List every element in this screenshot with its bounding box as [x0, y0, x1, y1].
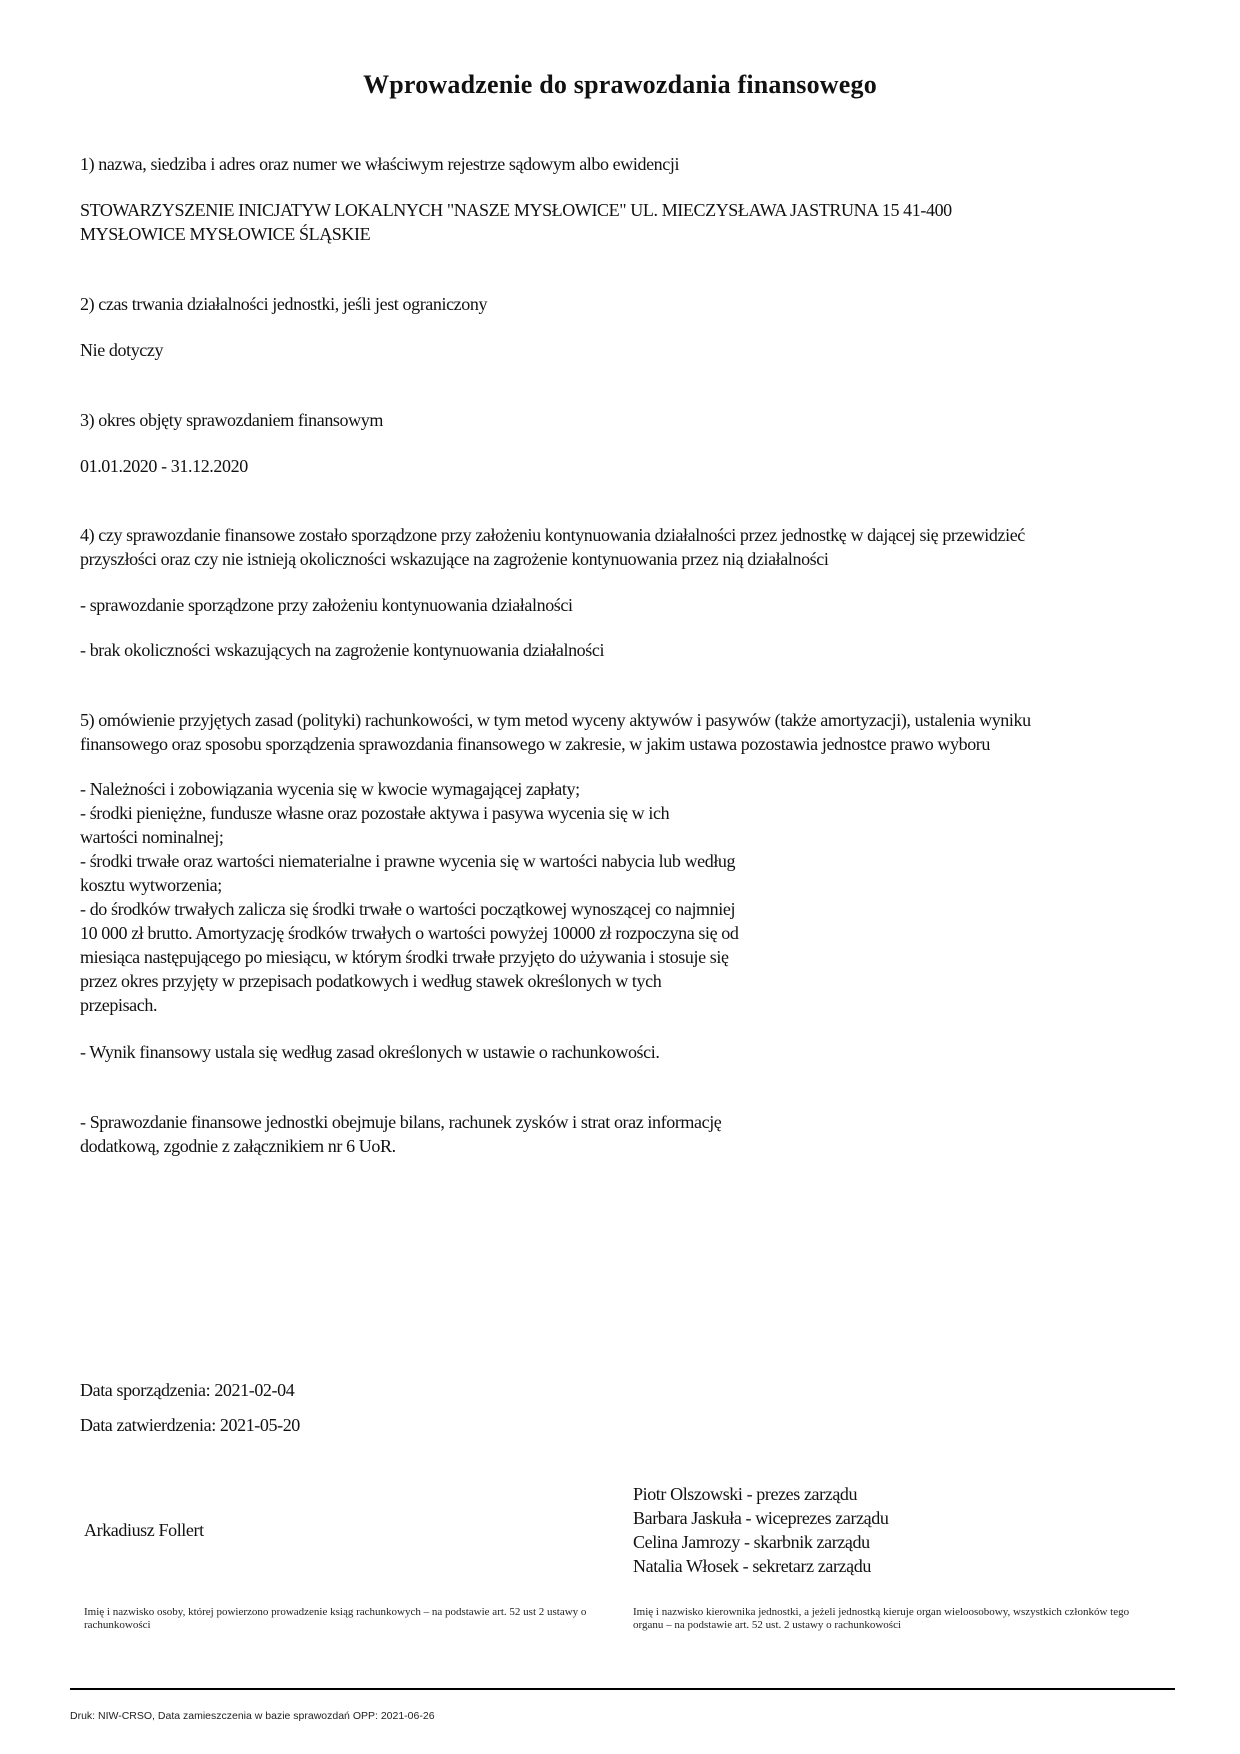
section-4-item-1: - sprawozdanie sporządzone przy założeniu kontynuowania działalności [80, 595, 573, 615]
policy-line: przez okres przyjęty w przepisach podatkowych i według stawek określonych w tych [80, 971, 662, 991]
reporting-period: 01.01.2020 - 31.12.2020 [80, 456, 248, 476]
policy-line: - środki pieniężne, fundusze własne oraz pozostałe aktywa i pasywa wycenia się w ich [80, 803, 670, 823]
section-2-value: Nie dotyczy [80, 340, 164, 360]
section-2-heading: 2) czas trwania działalności jednostki, jeśli jest ograniczony [80, 294, 488, 314]
accountant-name: Arkadiusz Follert [84, 1520, 204, 1540]
financial-result-line: - Wynik finansowy ustala się według zasad określonych w ustawie o rachunkowości. [80, 1042, 660, 1062]
date-prepared: Data sporządzenia: 2021-02-04 [80, 1380, 295, 1400]
print-footer: Druk: NIW-CRSO, Data zamieszczenia w bazie sprawozdań OPP: 2021-06-26 [70, 1710, 435, 1722]
policy-line: 10 000 zł brutto. Amortyzację środków trwałych o wartości powyżej 10000 zł rozpoczyna się od [80, 923, 739, 943]
section-5-heading-line-2: finansowego oraz sposobu sporządzenia sprawozdania finansowego w zakresie, w jakim ustawa pozostawia jednostce prawo wyboru [80, 734, 990, 754]
section-5-heading-line-1: 5) omówienie przyjętych zasad (polityki) rachunkowości, w tym metod wyceny aktywów i pasywów (także amortyzacji), ustalenia wyniku [80, 710, 1031, 730]
section-4-heading-line-2: przyszłości oraz czy nie istnieją okoliczności wskazujące na zagrożenie kontynuowania przez nią działalności [80, 549, 829, 569]
entity-name-line-1: STOWARZYSZENIE INICJATYW LOKALNYCH "NASZE MYSŁOWICE" UL. MIECZYSŁAWA JASTRUNA 15 41-400 [80, 200, 952, 220]
page-title: Wprowadzenie do sprawozdania finansowego [363, 70, 877, 99]
date-approved: Data zatwierdzenia: 2021-05-20 [80, 1415, 300, 1435]
accountant-note: Imię i nazwisko osoby, której powierzono prowadzenie ksiąg rachunkowych – na podstawie art. 52 ust 2 ustawy o rachunkowości [84, 1606, 587, 1631]
section-1-heading: 1) nazwa, siedziba i adres oraz numer we właściwym rejestrze sądowym albo ewidencji [80, 154, 680, 174]
board-member: Natalia Włosek - sekretarz zarządu [633, 1556, 871, 1576]
policy-line: wartości nominalnej; [80, 827, 224, 847]
board-member: Piotr Olszowski - prezes zarządu [633, 1484, 858, 1504]
policy-line: przepisach. [80, 995, 158, 1015]
board-note: Imię i nazwisko kierownika jednostki, a jeżeli jednostką kieruje organ wieloosobowy, wszystkich członków tego organu – na podstawie art. 52 ust. 2 ustawy o rachunkowości [633, 1606, 1130, 1631]
policy-line: - środki trwałe oraz wartości niematerialne i prawne wycenia się w wartości nabycia lub według [80, 851, 736, 871]
section-4-item-2: - brak okoliczności wskazujących na zagrożenie kontynuowania działalności [80, 640, 605, 660]
policy-line: kosztu wytworzenia; [80, 875, 222, 895]
policy-line: miesiąca następującego po miesiącu, w którym środki trwałe przyjęto do używania i stosuje się [80, 947, 729, 967]
policy-line: - Należności i zobowiązania wycenia się w kwocie wymagającej zapłaty; [80, 779, 580, 799]
entity-name-line-2: MYSŁOWICE MYSŁOWICE ŚLĄSKIE [80, 224, 371, 244]
statement-scope-line-2: dodatkową, zgodnie z załącznikiem nr 6 UoR. [80, 1136, 396, 1156]
board-member: Barbara Jaskuła - wiceprezes zarządu [633, 1508, 889, 1528]
footer-divider [70, 1688, 1175, 1690]
section-3-heading: 3) okres objęty sprawozdaniem finansowym [80, 410, 383, 430]
board-member: Celina Jamrozy - skarbnik zarządu [633, 1532, 870, 1552]
statement-scope-line-1: - Sprawozdanie finansowe jednostki obejmuje bilans, rachunek zysków i strat oraz informację [80, 1112, 722, 1132]
policy-line: - do środków trwałych zalicza się środki trwałe o wartości początkowej wynoszącej co najmniej [80, 899, 736, 919]
section-4-heading-line-1: 4) czy sprawozdanie finansowe zostało sporządzone przy założeniu kontynuowania działalności przez jednostkę w dającej się przewidzieć [80, 525, 1025, 545]
